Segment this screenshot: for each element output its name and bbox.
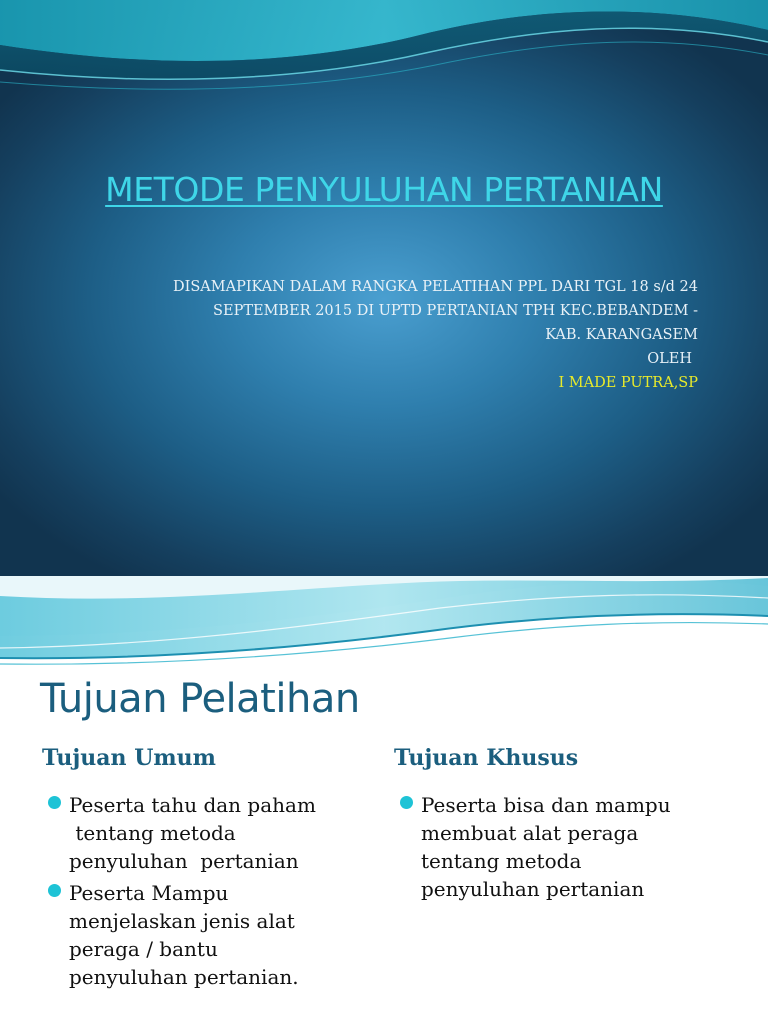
general-objective-list (48, 791, 378, 991)
list-item (400, 791, 740, 903)
bullet-text: tentang metoda (421, 849, 582, 873)
general-objective-heading: Tujuan Umum (42, 745, 216, 771)
objectives-slide (0, 576, 768, 1024)
presenter-name: I MADE PUTRA,SP (558, 375, 698, 391)
subtitle-line: OLEH (647, 351, 692, 367)
bullet-icon (48, 796, 61, 809)
bullet-text: Peserta Mampu (69, 881, 229, 905)
bullet-icon (48, 884, 61, 897)
bullet-text: Peserta tahu dan paham (69, 793, 316, 817)
wave-decoration-top (0, 576, 768, 671)
list-item (48, 791, 378, 875)
slide-title: Tujuan Pelatihan (40, 676, 360, 722)
specific-objective-heading: Tujuan Khusus (394, 745, 579, 771)
bullet-text: peraga / bantu (69, 937, 218, 961)
specific-objective-list (400, 791, 740, 903)
bullet-text: tentang metoda (69, 821, 236, 845)
bullet-text: penyuluhan pertanian (421, 877, 645, 901)
slide-subtitle (58, 275, 698, 395)
list-item (48, 879, 378, 991)
bullet-icon (400, 796, 413, 809)
bullet-text: penyuluhan pertanian (69, 849, 299, 873)
slide-title: METODE PENYULUHAN PERTANIAN (105, 170, 663, 209)
bullet-text: Peserta bisa dan mampu (421, 793, 671, 817)
bullet-text: membuat alat peraga (421, 821, 639, 845)
subtitle-line: DISAMAPIKAN DALAM RANGKA PELATIHAN PPL DARI TGL 18 s/d 24 (173, 279, 698, 295)
wave-decoration-top (0, 0, 768, 100)
subtitle-line: KAB. KARANGASEM (545, 327, 698, 343)
bullet-text: penyuluhan pertanian. (69, 965, 299, 989)
subtitle-line: SEPTEMBER 2015 DI UPTD PERTANIAN TPH KEC.BEBANDEM - (213, 303, 698, 319)
bullet-text: menjelaskan jenis alat (69, 909, 295, 933)
